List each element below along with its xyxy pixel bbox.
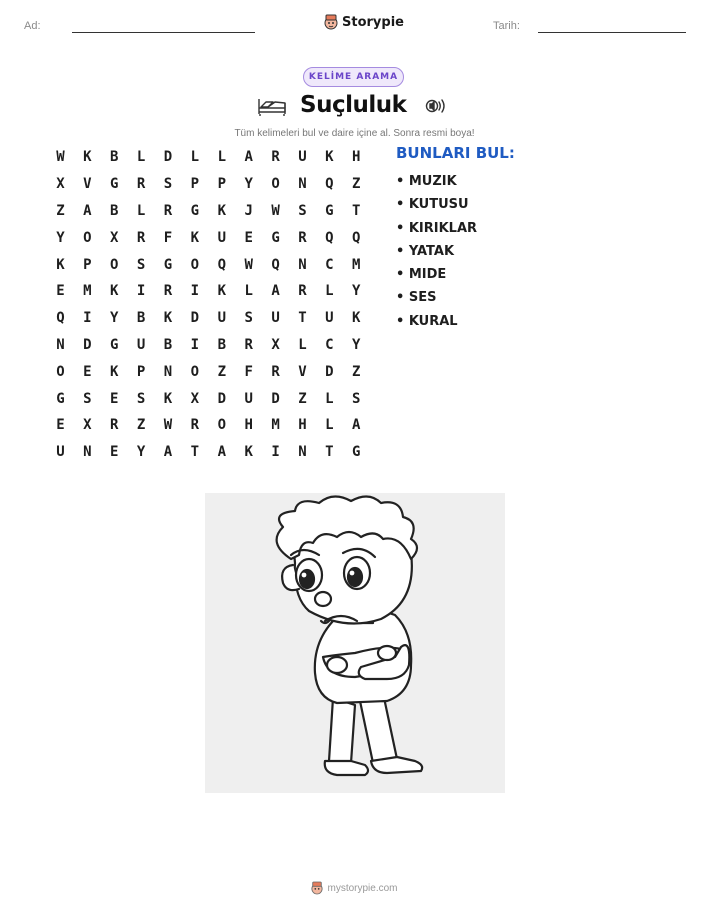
grid-letter[interactable]: G <box>56 390 65 407</box>
grid-letter[interactable]: I <box>136 283 146 300</box>
grid-letter[interactable]: S <box>136 390 146 407</box>
grid-letter[interactable]: A <box>83 202 92 219</box>
word-list-item: • KIRIKLAR <box>396 220 478 236</box>
grid-letter[interactable]: Z <box>352 176 361 193</box>
grid-letter[interactable]: Z <box>56 202 65 219</box>
grid-letter[interactable]: K <box>110 363 119 380</box>
grid-letter[interactable]: F <box>163 229 173 246</box>
grid-letter[interactable]: Q <box>271 256 280 273</box>
grid-letter[interactable]: U <box>56 444 65 461</box>
name-line <box>72 32 255 33</box>
grid-row <box>47 332 370 359</box>
grid-letter[interactable]: I <box>190 283 200 300</box>
grid-letter[interactable]: V <box>83 176 92 193</box>
grid-row <box>47 412 370 439</box>
grid-letter[interactable]: R <box>163 202 173 219</box>
grid-letter[interactable]: L <box>325 283 334 300</box>
grid-letter[interactable]: K <box>83 149 92 166</box>
grid-letter[interactable]: H <box>298 417 307 434</box>
grid-letter[interactable]: K <box>244 444 253 461</box>
word-list-item: • KURAL <box>396 313 458 329</box>
grid-letter[interactable]: X <box>56 176 65 193</box>
grid-letter[interactable]: Q <box>56 310 65 327</box>
grid-letter[interactable]: R <box>136 229 146 246</box>
grid-letter[interactable]: Y <box>110 310 119 327</box>
grid-letter[interactable]: S <box>83 390 92 407</box>
grid-letter[interactable]: E <box>56 417 65 434</box>
grid-letter[interactable]: U <box>298 149 307 166</box>
grid-letter[interactable]: I <box>271 444 280 461</box>
grid-letter[interactable]: Y <box>56 229 65 246</box>
grid-letter[interactable]: D <box>163 149 173 166</box>
grid-letter[interactable]: K <box>163 390 173 407</box>
storypie-logo-icon <box>324 14 338 30</box>
grid-letter[interactable]: H <box>352 149 361 166</box>
grid-letter[interactable]: P <box>83 256 92 273</box>
grid-letter[interactable]: K <box>217 202 226 219</box>
grid-letter[interactable]: N <box>83 444 92 461</box>
grid-letter[interactable]: A <box>271 283 280 300</box>
grid-row <box>47 278 370 305</box>
grid-letter[interactable]: Z <box>352 363 361 380</box>
grid-letter[interactable]: Y <box>352 336 361 353</box>
brand-header <box>324 14 404 30</box>
grid-letter[interactable]: L <box>136 149 146 166</box>
grid-row <box>47 198 370 225</box>
grid-letter[interactable]: N <box>298 256 307 273</box>
grid-letter[interactable]: Q <box>352 229 361 246</box>
grid-row <box>47 251 370 278</box>
grid-row <box>47 224 370 251</box>
grid-letter[interactable]: Z <box>136 417 146 434</box>
grid-letter[interactable]: R <box>298 283 307 300</box>
word-list-item: • MUZIK <box>396 174 457 189</box>
grid-letter[interactable]: Y <box>352 283 361 300</box>
grid-letter[interactable]: R <box>190 417 200 434</box>
grid-letter[interactable]: R <box>298 229 307 246</box>
brand-name: Storypie <box>342 14 404 30</box>
grid-letter[interactable]: B <box>217 336 226 353</box>
grid-letter[interactable]: R <box>110 417 119 434</box>
grid-letter[interactable]: O <box>56 363 65 380</box>
bed-icon <box>256 93 288 117</box>
grid-letter[interactable]: A <box>244 149 253 166</box>
grid-letter[interactable]: B <box>110 202 119 219</box>
grid-letter[interactable]: E <box>110 390 119 407</box>
grid-letter[interactable]: O <box>83 229 92 246</box>
grid-letter[interactable]: L <box>244 283 253 300</box>
grid-letter[interactable]: T <box>352 202 361 219</box>
word-list-item: • SES <box>396 290 437 306</box>
name-label: Ad: <box>24 20 41 32</box>
grid-letter[interactable]: R <box>271 149 280 166</box>
grid-letter[interactable]: N <box>56 336 65 353</box>
grid-letter[interactable]: T <box>325 444 334 461</box>
grid-letter[interactable]: N <box>298 444 307 461</box>
grid-letter[interactable]: D <box>271 390 280 407</box>
grid-letter[interactable]: A <box>163 444 173 461</box>
grid-letter[interactable]: N <box>163 363 173 380</box>
grid-letter[interactable]: Q <box>325 229 334 246</box>
grid-letter[interactable]: E <box>56 283 65 300</box>
grid-letter[interactable]: R <box>136 176 146 193</box>
instructions: Tüm kelimeleri bul ve daire içine al. Sonra resmi boya! <box>234 128 475 139</box>
grid-letter[interactable]: U <box>244 390 253 407</box>
coloring-picture <box>205 493 505 793</box>
date-line <box>538 32 686 33</box>
grid-letter[interactable]: S <box>352 390 361 407</box>
grid-letter[interactable]: L <box>325 390 334 407</box>
grid-letter[interactable]: C <box>325 256 334 273</box>
grid-letter[interactable]: G <box>110 336 119 353</box>
word-list-item: • YATAK <box>396 243 455 259</box>
grid-letter[interactable]: P <box>217 176 226 193</box>
grid-letter[interactable]: Z <box>298 390 307 407</box>
grid-letter[interactable]: A <box>217 444 226 461</box>
grid-letter[interactable]: S <box>298 202 307 219</box>
grid-letter[interactable]: O <box>190 363 200 380</box>
grid-letter[interactable]: R <box>271 363 280 380</box>
grid-letter[interactable]: D <box>325 363 334 380</box>
grid-letter[interactable]: S <box>163 176 173 193</box>
grid-letter[interactable]: X <box>271 336 280 353</box>
grid-letter[interactable]: X <box>83 417 92 434</box>
grid-letter[interactable]: L <box>217 149 226 166</box>
grid-letter[interactable]: D <box>217 390 226 407</box>
grid-letter[interactable]: P <box>190 176 200 193</box>
grid-letter[interactable]: K <box>163 310 173 327</box>
grid-letter[interactable]: U <box>217 229 226 246</box>
grid-letter[interactable]: M <box>352 256 361 273</box>
grid-letter[interactable]: K <box>110 283 119 300</box>
grid-letter[interactable]: F <box>244 363 253 380</box>
grid-letter[interactable]: V <box>298 363 307 380</box>
word-list-item: • MIDE <box>396 267 447 283</box>
grid-letter[interactable]: B <box>110 149 119 166</box>
grid-letter[interactable]: R <box>163 283 173 300</box>
guilty-boy-illustration <box>205 493 505 793</box>
grid-letter[interactable]: X <box>190 390 200 407</box>
grid-letter[interactable]: Y <box>244 176 253 193</box>
word-search-grid <box>47 144 370 466</box>
date-label: Tarih: <box>493 20 520 32</box>
grid-row <box>47 144 370 171</box>
grid-letter[interactable]: X <box>110 229 119 246</box>
grid-letter[interactable]: K <box>190 229 200 246</box>
grid-letter[interactable]: W <box>244 256 253 273</box>
grid-letter[interactable]: O <box>190 256 200 273</box>
grid-letter[interactable]: B <box>136 310 146 327</box>
grid-letter[interactable]: T <box>298 310 307 327</box>
grid-letter[interactable]: D <box>190 310 200 327</box>
word-list-item: • KUTUSU <box>396 197 469 213</box>
grid-letter[interactable]: K <box>352 310 361 327</box>
grid-letter[interactable]: A <box>352 417 361 434</box>
grid-letter[interactable]: U <box>217 310 226 327</box>
grid-letter[interactable]: O <box>271 176 280 193</box>
grid-letter[interactable]: L <box>190 149 200 166</box>
grid-letter[interactable]: E <box>110 444 119 461</box>
grid-letter[interactable]: G <box>163 256 173 273</box>
grid-letter[interactable]: O <box>217 417 226 434</box>
grid-letter[interactable]: R <box>244 336 253 353</box>
grid-row <box>47 171 370 198</box>
find-list-title: BUNLARI BUL: <box>396 144 515 162</box>
grid-row <box>47 305 370 332</box>
grid-letter[interactable]: C <box>325 336 334 353</box>
activity-badge: KELİME ARAMA <box>303 67 404 87</box>
grid-letter[interactable]: O <box>110 256 119 273</box>
grid-letter[interactable]: D <box>83 336 92 353</box>
grid-letter[interactable]: Q <box>217 256 226 273</box>
grid-letter[interactable]: W <box>56 149 65 166</box>
grid-letter[interactable]: P <box>136 363 146 380</box>
footer-url[interactable]: mystorypie.com <box>327 882 398 894</box>
grid-letter[interactable]: L <box>298 336 307 353</box>
grid-letter[interactable]: G <box>110 176 119 193</box>
grid-letter[interactable]: T <box>190 444 200 461</box>
grid-letter[interactable]: G <box>325 202 334 219</box>
grid-letter[interactable]: B <box>163 336 173 353</box>
grid-letter[interactable]: G <box>190 202 200 219</box>
grid-letter[interactable]: U <box>136 336 146 353</box>
grid-letter[interactable]: K <box>217 283 226 300</box>
grid-letter[interactable]: E <box>83 363 92 380</box>
grid-letter[interactable]: S <box>136 256 146 273</box>
grid-letter[interactable]: J <box>244 202 253 219</box>
grid-letter[interactable]: L <box>136 202 146 219</box>
grid-letter[interactable]: Q <box>325 176 334 193</box>
grid-letter[interactable]: K <box>325 149 334 166</box>
grid-letter[interactable]: H <box>244 417 253 434</box>
grid-letter[interactable]: N <box>298 176 307 193</box>
grid-row <box>47 439 370 466</box>
grid-letter[interactable]: E <box>244 229 253 246</box>
grid-letter[interactable]: M <box>271 417 280 434</box>
grid-letter[interactable]: L <box>325 417 334 434</box>
storypie-logo-icon <box>311 881 323 895</box>
grid-letter[interactable]: I <box>83 310 92 327</box>
grid-row <box>47 385 370 412</box>
grid-letter[interactable]: U <box>325 310 334 327</box>
grid-row <box>47 358 370 385</box>
grid-letter[interactable]: Z <box>217 363 226 380</box>
page-title: Suçluluk <box>300 92 407 118</box>
grid-letter[interactable]: S <box>244 310 253 327</box>
grid-letter[interactable]: W <box>163 417 173 434</box>
word-list <box>396 170 477 333</box>
grid-letter[interactable]: G <box>352 444 361 461</box>
sound-icon[interactable] <box>425 97 447 115</box>
grid-letter[interactable]: K <box>56 256 65 273</box>
grid-letter[interactable]: W <box>271 202 280 219</box>
grid-letter[interactable]: I <box>190 336 200 353</box>
footer <box>0 881 709 895</box>
grid-letter[interactable]: Y <box>136 444 146 461</box>
grid-letter[interactable]: U <box>271 310 280 327</box>
grid-letter[interactable]: M <box>83 283 92 300</box>
grid-letter[interactable]: G <box>271 229 280 246</box>
